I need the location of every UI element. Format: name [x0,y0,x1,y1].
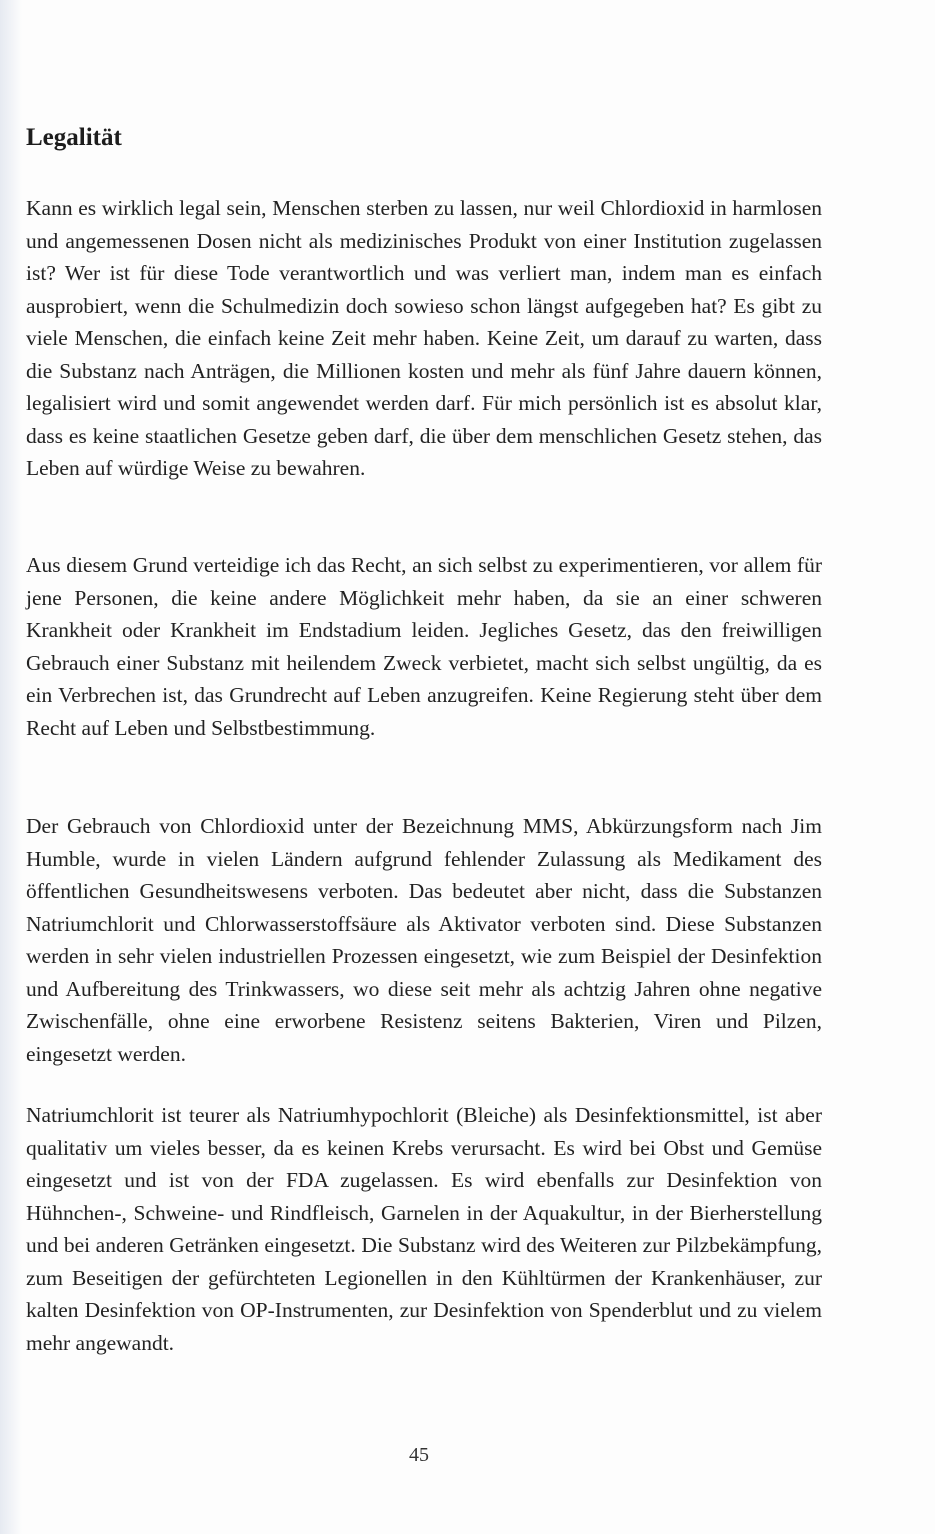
paragraph-4: Natriumchlorit ist teurer als Natriumhypochlorit (Bleiche) als Desinfektionsmittel, ist aber qualitativ um vieles besser, da es keinen Krebs verursacht. Es wird bei Obst und Gemüse eingesetzt und ist von der FDA zugelassen. Es wird ebenfalls zur Desinfektion von Hühnchen-, Schweine- und Rindfleisch, Garnelen in der Aquakultur, in der Bierherstellung und bei anderen Getränken eingesetzt. Die Substanz wird des Weiteren zur Pilzbekämpfung, zum Beseitigen der gefürchteten Legionellen in den Kühltürmen der Krankenhäuser, zur kalten Desinfektion von OP-Instrumenten, zur Desinfektion von Spenderblut und zu vielem mehr angewandt. [26,1103,822,1355]
paragraph-2: Aus diesem Grund verteidige ich das Recht, an sich selbst zu experimentieren, vor allem für jene Personen, die keine andere Möglichkeit mehr haben, da sie an einer schweren Krankheit oder Krankheit im Endstadium leiden. Jegliches Gesetz, das den freiwilligen Gebrauch einer Substanz mit heilendem Zweck verbietet, macht sich selbst ungültig, da es ein Verbrechen ist, das Grundrecht auf Leben anzugreifen. Keine Regierung steht über dem Recht auf Leben und Selbstbestimmung. [26,553,822,740]
page-number: 45 [409,1444,429,1466]
scan-shadow-edge [0,0,22,1534]
section-heading: Legalität [26,124,122,151]
paragraph-3: Der Gebrauch von Chlordioxid unter der Bezeichnung MMS, Abkürzungsform nach Jim Humble, wurde in vielen Ländern aufgrund fehlender Zulassung als Medikament des öffentlichen Gesundheitswesens verboten. Das bedeutet aber nicht, dass die Substanzen Natriumchlorit und Chlorwasserstoffsäure als Aktivator verboten sind. Diese Substanzen werden in sehr vielen industriellen Prozessen eingesetzt, wie zum Beispiel der Desinfektion und Aufbereitung des Trinkwassers, wo diese seit mehr als achtzig Jahren ohne negative Zwischenfälle, ohne eine erworbene Resistenz seitens Bakterien, Viren und Pilzen, eingesetzt werden. [26,814,822,1066]
paragraph-1: Kann es wirklich legal sein, Menschen sterben zu lassen, nur weil Chlordioxid in harmlosen und angemessenen Dosen nicht als medizinisches Produkt von einer Institution zugelassen ist? Wer ist für diese Tode verantwortlich und was verliert man, indem man es einfach ausprobiert, wenn die Schulmedizin doch sowieso schon längst aufgegeben hat? Es gibt zu viele Menschen, die einfach keine Zeit mehr haben. Keine Zeit, um darauf zu warten, dass die Substanz nach Anträgen, die Millionen kosten und mehr als fünf Jahre dauern können, legalisiert wird und somit angewendet werden darf. Für mich persönlich ist es absolut klar, dass es keine staatlichen Gesetze geben darf, die über dem menschlichen Gesetz stehen, das Leben auf würdige Weise zu bewahren. [26,196,822,480]
